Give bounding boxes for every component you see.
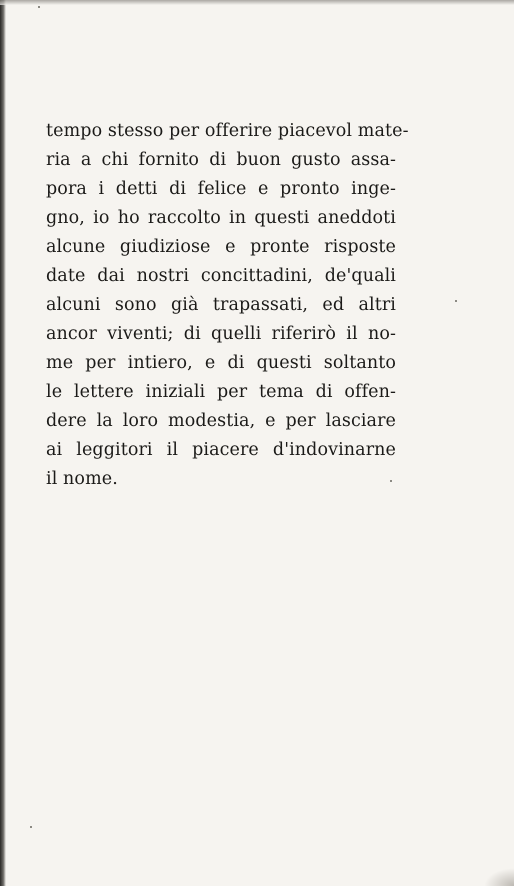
text-line: le lettere iniziali per tema di offen- xyxy=(46,382,396,402)
paper-speck xyxy=(30,826,32,828)
text-line: ai leggitori il piacere d'indovinarne xyxy=(46,440,396,460)
scan-top-shadow xyxy=(0,0,514,5)
text-line: ancor viventi; di quelli riferirò il no- xyxy=(46,324,396,344)
text-line-last: il nome. xyxy=(46,469,118,489)
text-line: me per intiero, e di questi soltanto xyxy=(46,353,396,373)
paper-speck xyxy=(455,300,457,302)
paper-speck xyxy=(38,6,40,8)
text-line: ria a chi fornito di buon gusto assa- xyxy=(46,150,396,170)
text-line: alcuni sono già trapassati, ed altri xyxy=(46,295,396,315)
text-line: tempo stesso per offerire piacevol mate- xyxy=(46,121,409,141)
text-line: dere la loro modestia, e per lasciare xyxy=(46,411,396,431)
page-corner-shadow xyxy=(484,868,514,886)
text-line: date dai nostri concittadini, de'quali xyxy=(46,266,396,286)
text-line: gno, io ho raccolto in questi aneddoti xyxy=(46,208,396,228)
scan-left-edge xyxy=(0,0,6,886)
text-line: pora i detti di felice e pronto inge- xyxy=(46,179,396,199)
text-line: alcune giudiziose e pronte risposte xyxy=(46,237,396,257)
body-text xyxy=(46,117,409,494)
